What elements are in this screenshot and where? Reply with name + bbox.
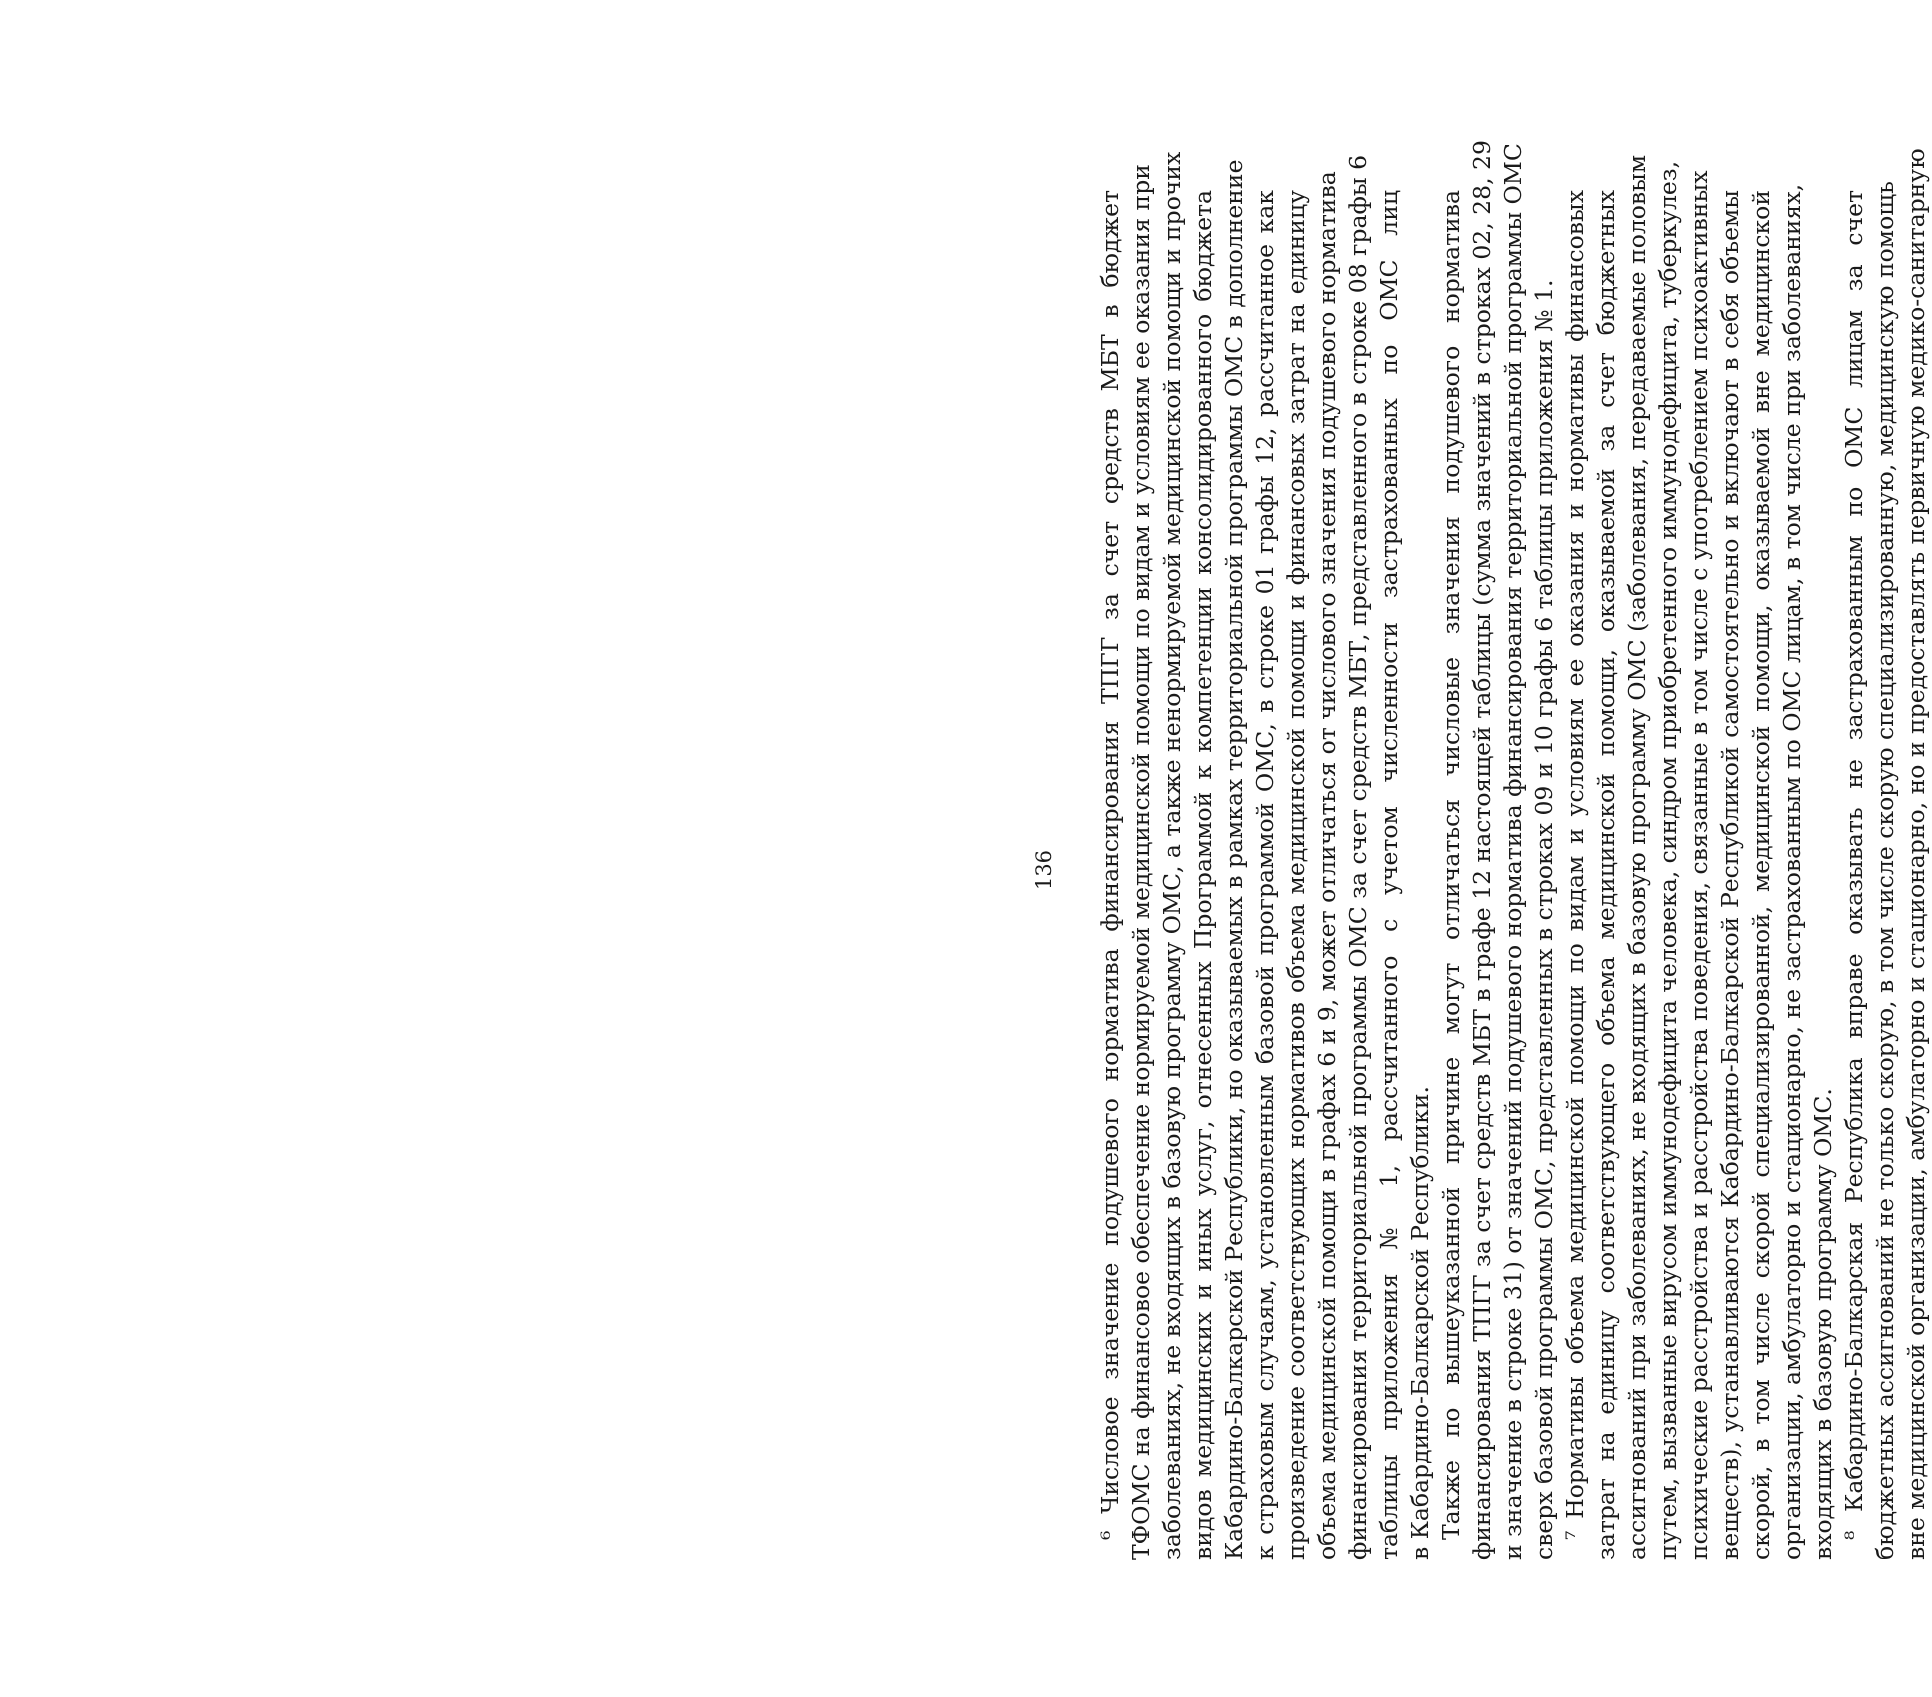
text-line: видов медицинских и иных услуг, отнесенных Программой к компетенции консолидированного бюджета [1189, 190, 1217, 1560]
text-line: в Кабардино-Балкарской Республики. [1406, 1086, 1434, 1560]
text-line: заболеваниях, не входящих в базовую программу ОМС, а также ненормируемой медицинской помощи и прочих [1158, 151, 1186, 1560]
paragraph-footnote-7 [1560, 154, 1839, 1560]
text-line: к страховым случаям, установленным базовой программой ОМС, в строке 01 графы 12, рассчитанное как [1251, 190, 1279, 1560]
rotated-content [1030, 140, 1930, 1570]
text-line: ⁶ Числовое значение подушевого норматива финансирования ТПГГ за счет средств МБТ в бюджет [1096, 190, 1124, 1540]
text-line: таблицы приложения № 1, рассчитанного с учетом численности застрахованных по ОМС лиц [1375, 190, 1403, 1560]
text-line: объема медицинской помощи в графах 6 и 9, может отличаться от числового значения подушевого норматива [1313, 171, 1341, 1560]
text-line: ⁷ Нормативы объема медицинской помощи по видам и условиям ее оказания и нормативы финансовых [1561, 190, 1589, 1540]
page-number: 136 [1032, 849, 1056, 891]
text-line: скорой, в том числе скорой специализированной, медицинской помощи, оказываемой вне медицинской [1747, 190, 1775, 1560]
paragraph-footnote-6 [1095, 151, 1436, 1560]
text-line: путем, вызванные вирусом иммунодефицита человека, синдром приобретенного иммунодефицита, туберкулез, [1654, 160, 1682, 1560]
text-line: финансирования ТПГГ за счет средств МБТ в графе 12 настоящей таблицы (сумма значений в строках 02, 28, 29 [1468, 140, 1496, 1560]
text-line: и значение в строке 31) от значений подушевого норматива финансирования территориальной программы ОМС [1499, 143, 1527, 1560]
text-line: произведение соответствующих нормативов объема медицинской помощи и финансовых затрат на единицу [1282, 190, 1310, 1560]
text-line: финансирования территориальной программы ОМС за счет средств МБТ, представленного в строке 08 графы 6 [1344, 154, 1372, 1560]
paragraph-also-paragraph [1436, 140, 1560, 1560]
text-line: бюджетных ассигнований не только скорую, в том числе скорую специализированную, медицинскую помощь [1871, 181, 1899, 1560]
text-line: вне медицинской организации, амбулаторно и стационарно, но и предоставлять первичную медико-санитарную [1902, 148, 1930, 1560]
text-line: веществ), устанавливаются Кабардино-Балкарской Республикой самостоятельно и включают в себя объемы [1716, 190, 1744, 1560]
text-line: психические расстройства и расстройства поведения, связанные в том числе с употреблением психоактивных [1685, 170, 1713, 1560]
text-line: Кабардино-Балкарской Республики, но оказываемых в рамках территориальной программы ОМС в дополнение [1220, 159, 1248, 1560]
text-line: ассигнований при заболеваниях, не входящих в базовую программу ОМС (заболевания, передаваемые половым [1623, 154, 1651, 1560]
text-line: организации, амбулаторно и стационарно, не застрахованным по ОМС лицам, в том числе при заболеваниях, [1778, 183, 1806, 1560]
text-line: Также по вышеуказанной причине могут отличаться числовые значения подушевого норматива [1437, 190, 1465, 1540]
paragraph-footnote-8 [1839, 148, 1932, 1560]
text-line: входящих в базовую программу ОМС. [1809, 1088, 1837, 1560]
text-line: ⁸ Кабардино-Балкарская Республика вправе оказывать не застрахованным по ОМС лицам за счет [1840, 190, 1868, 1540]
body-text [1095, 140, 1932, 1560]
text-line: затрат на единицу соответствующего объема медицинской помощи, оказываемой за счет бюджетных [1592, 190, 1620, 1560]
text-line: ТФОМС на финансовое обеспечение нормируемой медицинской помощи по видам и условиям ее оказания при [1127, 164, 1155, 1560]
text-line: сверх базовой программы ОМС, представленных в строках 09 и 10 графы 6 таблицы приложения № 1. [1530, 279, 1558, 1560]
